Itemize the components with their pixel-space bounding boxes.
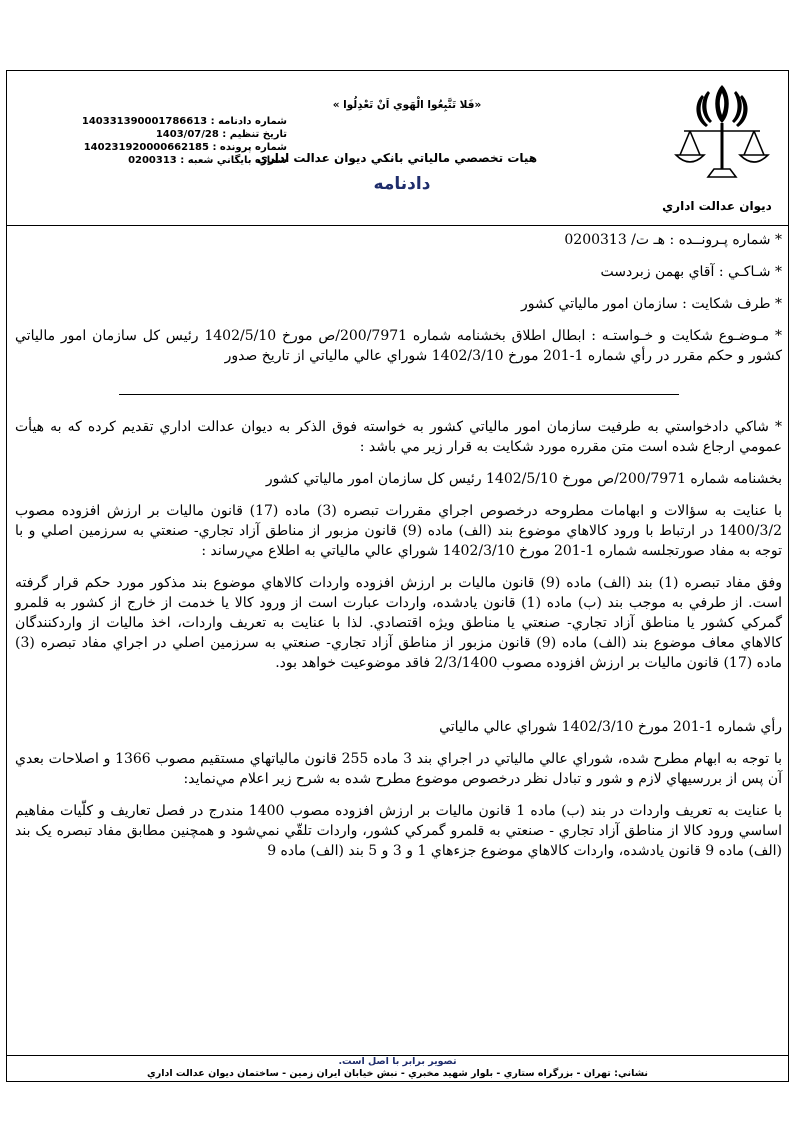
board-name: هيات تخصصي مالياتي بانكي ديوان عدالت اداري [256,151,538,165]
emblem [662,81,772,213]
respondent: * طرف شكايت : سازمان امور مالياتي كشور [520,296,782,312]
intro-paragraph: * شاكي دادخواستي به طرفيت سازمان امور مالياتي كشور به خواسته فوق الذكر به ديوان عدالت اداري تقديم كرده كه به هيأت عمومي ارجاع شده است متن مقرره مورد شكايت به قرار زير مي باشد : [15,419,782,455]
meta-label: شماره بايگاني شعبه : [180,155,287,166]
certified-copy-note: تصوير برابر با اصل است. [338,1056,457,1067]
separator-line [119,394,679,395]
address-line: نشاني: تهران - بزرگراه ستاري - بلوار شهيد مخبري - نبش خيابان ايران زمين - ساختمان ديوان عدالت اداري [147,1068,648,1079]
meta-value: 140231920000662185 [83,142,209,153]
meta-value: 1403/07/28 [155,129,219,140]
document-footer [7,1055,788,1081]
circular-title: بخشنامه شماره 200/7971/ص مورخ 1402/5/10 رئيس كل سازمان امور مالياتي كشور [265,471,782,487]
meta-row [57,115,287,128]
meta-label: تاريخ تنظيم : [222,129,287,140]
circular-paragraph: با عنايت به سؤالات و ابهامات مطروحه درخصوص اجراي مقررات تبصره (3) ماده (17) قانون ماليات بر ارزش افزوده مصوب 1400/3/2 در ارتباط با ورود كالاهاي موضوع بند (الف) ماده (9) قانون مزبور از مناطق آزاد تجاري- صنعتي به سرزمين اصلي و با توجه به مفاد صورتجلسه شماره 1-201 مورخ 1402/3/10 شوراي عالي مالياتي به اطلاع مي‌رساند : [15,503,783,559]
meta-value: 140331390001786613 [81,116,208,127]
meta-label: شماره دادنامه : [210,116,287,127]
meta-row [57,154,287,167]
meta-row [57,128,287,141]
document-body [15,228,782,861]
meta-label: شماره پرونده : [212,142,287,153]
document-frame [6,70,789,1082]
document-title: دادنامه [373,174,431,194]
quran-verse: «فَلا تَتَّبِعُوا الْهَوي اَنْ تَعْدِلُوا » [332,99,482,111]
case-number: * شماره پـرونــده : هـ ت/ 0200313 [564,232,782,248]
meta-row [57,141,287,154]
iran-emblem-scales-icon [672,81,772,189]
complaint-subject: * مـوضـوع شكايت و خـواستـه : ابطال اطلاق بخشنامه شماره 200/7971/ص مورخ 1402/5/10 رئيس كل سازمان امور مالياتي كشور و حكم مقرر در رأي شماره 1-201 مورخ 1402/3/10 شوراي عالي مالياتي از تاريخ صدور [15,328,782,364]
case-metadata [57,115,287,167]
ruling-title: رأي شماره 1-201 مورخ 1402/3/10 شوراي عالي مالياتي [439,719,782,735]
complainant: * شـاكـي : آقاي بهمن زبردست [600,264,782,280]
ruling-paragraph: با توجه به ابهام مطرح شده، شوراي عالي مالياتي در اجراي بند 3 ماده 255 قانون مالياتهاي مستقيم مصوب 1366 و اصلاحات بعدي آن پس از بررسيهاي لازم و شور و تبادل نظر درخصوص موضوع مطرح شده به شرح زير اعلام مي‌نمايد: [15,751,782,787]
document-header [7,71,788,226]
ruling-paragraph: با عنايت به تعريف واردات در بند (ب) ماده 1 قانون ماليات بر ارزش افزوده مصوب 1400 مندرج در فصل تعاريف و كلّيات مفاهيم اساسي ورود كالا از مناطق آزاد تجاري - صنعتي به قلمرو گمركي كشور، واردات تلقّي نمي‌شود و همچنين مطابق مفاد تبصره يک بند (الف) ماده 9 قانون يادشده، واردات كالاهاي موضوع جزءهاي 1 و 3 و 5 بند (الف) ماده 9 [15,803,783,859]
meta-value: 0200313 [128,155,177,166]
circular-paragraph: وفق مفاد تبصره (1) بند (الف) ماده (9) قانون ماليات بر ارزش افزوده واردات كالاهاي موضوع بند مذكور مورد حكم قرار گرفته است. از طرفي به موجب بند (ب) ماده (1) قانون يادشده، واردات عبارت است از ورود كالا يا خدمت از خارج از كشور به قلمرو گمركي كشور يا مناطق آزاد تجاري- صنعتي يا مناطق ويژه اقتصادي. لذا با عنايت به تعريف واردات، اخذ ماليات از واردكنندگان كالاهاي معاف موضوع بند (الف) ماده (9) قانون مزبور از مناطق آزاد تجاري- صنعتي به سرزمين اصلي در اجراي مفاد تبصره (3) ماده (17) قانون ماليات بر ارزش افزوده مصوب 2/3/1400 فاقد موضوعيت خواهد بود. [15,575,783,671]
emblem-caption: ديوان عدالت اداري [662,199,772,213]
